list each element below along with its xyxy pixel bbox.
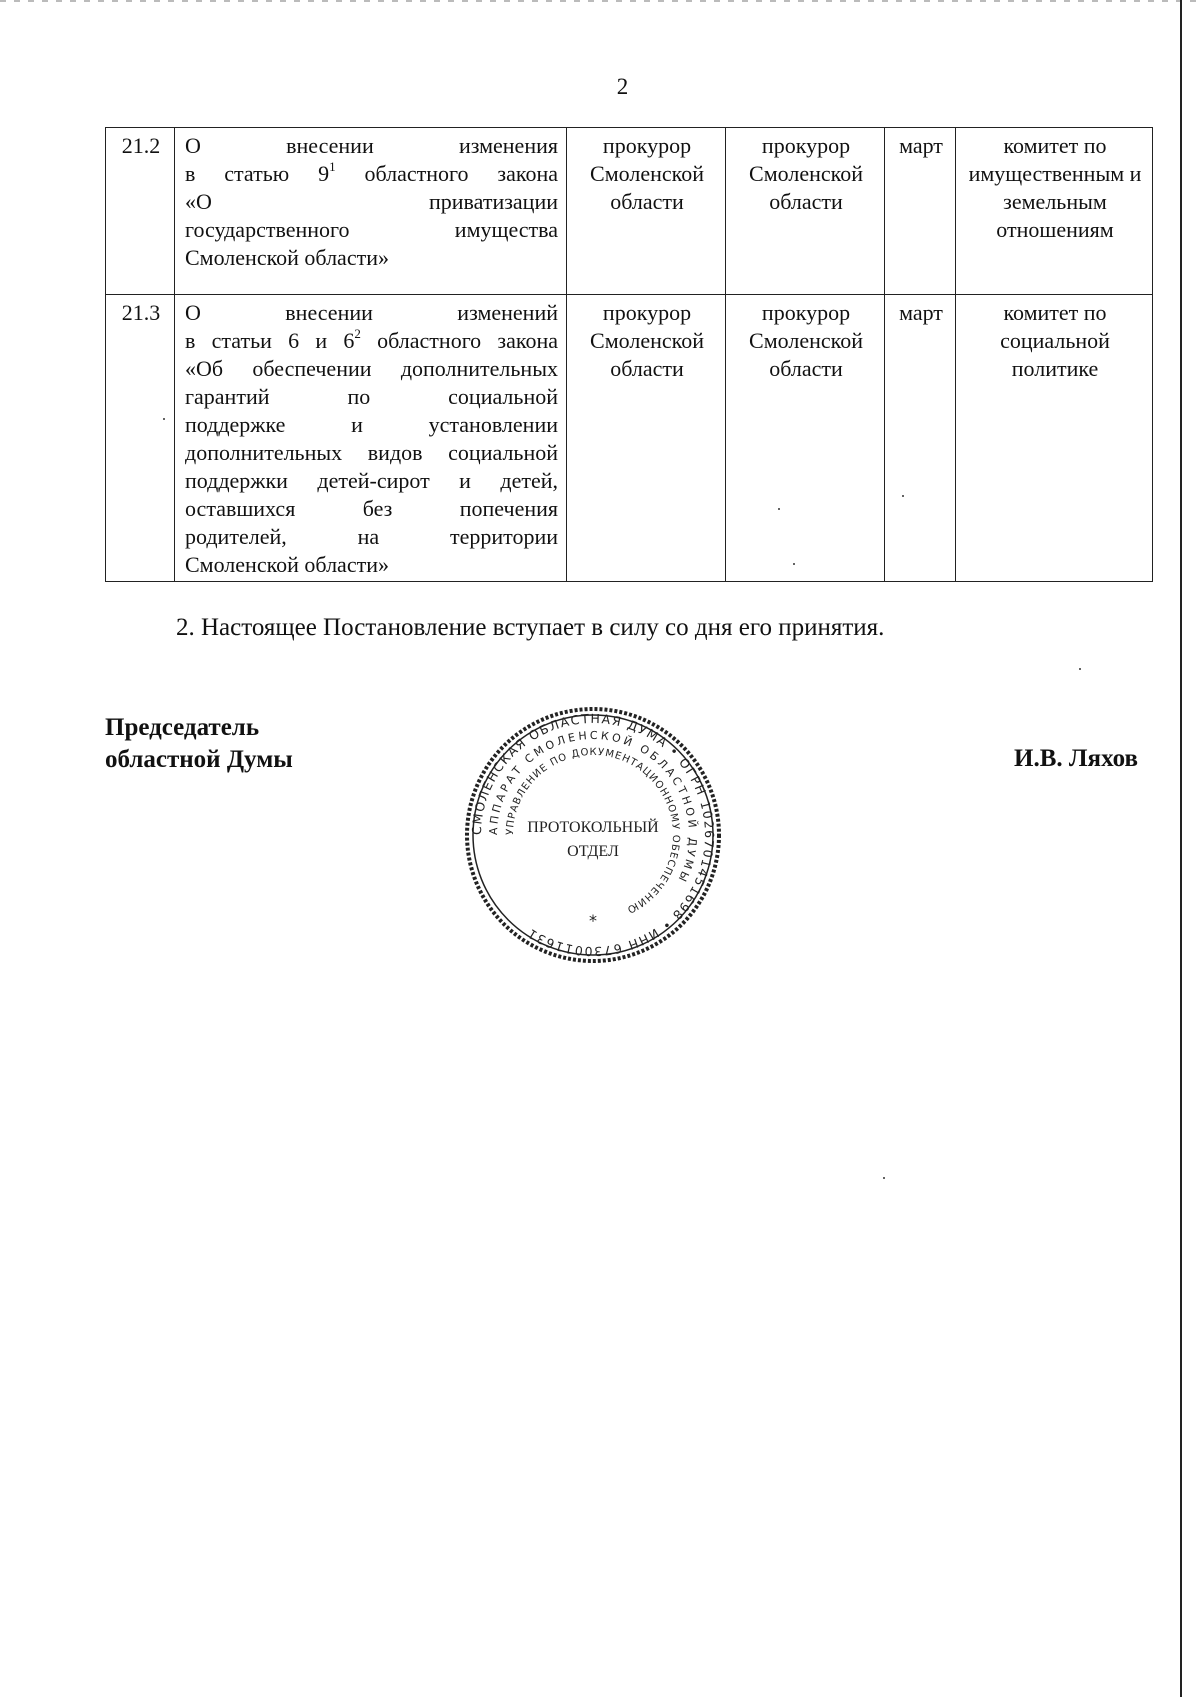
stamp-center-line-2: ОТДЕЛ (567, 843, 619, 860)
title-line: гарантий по социальной (185, 384, 558, 409)
title-line: О внесении изменений (185, 300, 558, 325)
title-line: Смоленской области» (185, 245, 389, 270)
title-line: дополнительных видов социальной (185, 440, 558, 465)
item-title (175, 295, 567, 582)
title-line (185, 327, 558, 355)
scan-speck (902, 495, 904, 497)
signatory-name: И.В. Ляхов (1014, 745, 1138, 772)
page-number: 2 (616, 74, 629, 99)
title-line: Смоленской области» (185, 552, 389, 577)
superscript: 2 (354, 325, 361, 341)
title-line (185, 160, 558, 188)
item-number: 21.2 (106, 128, 175, 295)
title-line: «Об обеспечении дополнительных (185, 356, 558, 381)
resolution-paragraph: 2. Настоящее Постановление вступает в силу со дня его принятия. (176, 614, 885, 641)
title-line-pre: в статьи 6 и 6 (185, 328, 355, 353)
title-line: государственного имущества (185, 217, 558, 242)
scan-speck (778, 508, 780, 510)
committee-cell: комитет по социальной политике (956, 295, 1153, 582)
title-line: «О приватизации (185, 189, 558, 214)
table-row (106, 295, 1153, 582)
official-stamp (462, 704, 724, 966)
stamp-middle-text: АППАРАТ СМОЛЕНСКОЙ ОБЛАСТНОЙ ДУМЫ (486, 728, 700, 887)
scan-speck (793, 563, 795, 565)
scan-speck (1079, 668, 1081, 670)
item-number: 21.3 (106, 295, 175, 582)
scan-speck (163, 418, 165, 420)
position-line-2: областной Думы (105, 746, 293, 773)
scan-speck (883, 1177, 885, 1179)
scan-right-edge (1180, 0, 1182, 1697)
superscript: 1 (329, 158, 336, 174)
title-line: поддержке и установлении (185, 412, 558, 437)
stamp-inner-text: УПРАВЛЕНИЕ ПО ДОКУМЕНТАЦИОННОМУ ОБЕСПЕЧЕНИЮ (504, 746, 682, 916)
title-line-post: областного закона (335, 161, 558, 186)
developer-cell: прокурор Смоленской области (726, 128, 885, 295)
title-line-pre: в статью 9 (185, 161, 330, 186)
initiator-cell: прокурор Смоленской области (567, 295, 726, 582)
stamp-star: * (589, 911, 597, 930)
stamp-center-line-1: ПРОТОКОЛЬНЫЙ (527, 819, 659, 836)
scan-top-edge (0, 0, 1200, 2)
signatory-position (105, 712, 293, 776)
initiator-cell: прокурор Смоленской области (567, 128, 726, 295)
developer-cell: прокурор Смоленской области (726, 295, 885, 582)
title-line-post: областного закона (360, 328, 558, 353)
title-line: родителей, на территории (185, 524, 558, 549)
title-line: оставшихся без попечения (185, 496, 558, 521)
title-line: О внесении изменения (185, 133, 558, 158)
month-cell: март (885, 128, 956, 295)
committee-cell: комитет по имущественным и земельным отношениям (956, 128, 1153, 295)
month-cell: март (885, 295, 956, 582)
item-title (175, 128, 567, 295)
stamp-outer-text: СМОЛЕНСКАЯ ОБЛАСТНАЯ ДУМА • ОГРН 1026701451698 • ИНН 6730011631 (468, 710, 718, 960)
title-line: поддержки детей-сирот и детей, (185, 468, 558, 493)
plan-table (105, 127, 1153, 582)
position-line-1: Председатель (105, 714, 260, 741)
table-row (106, 128, 1153, 295)
